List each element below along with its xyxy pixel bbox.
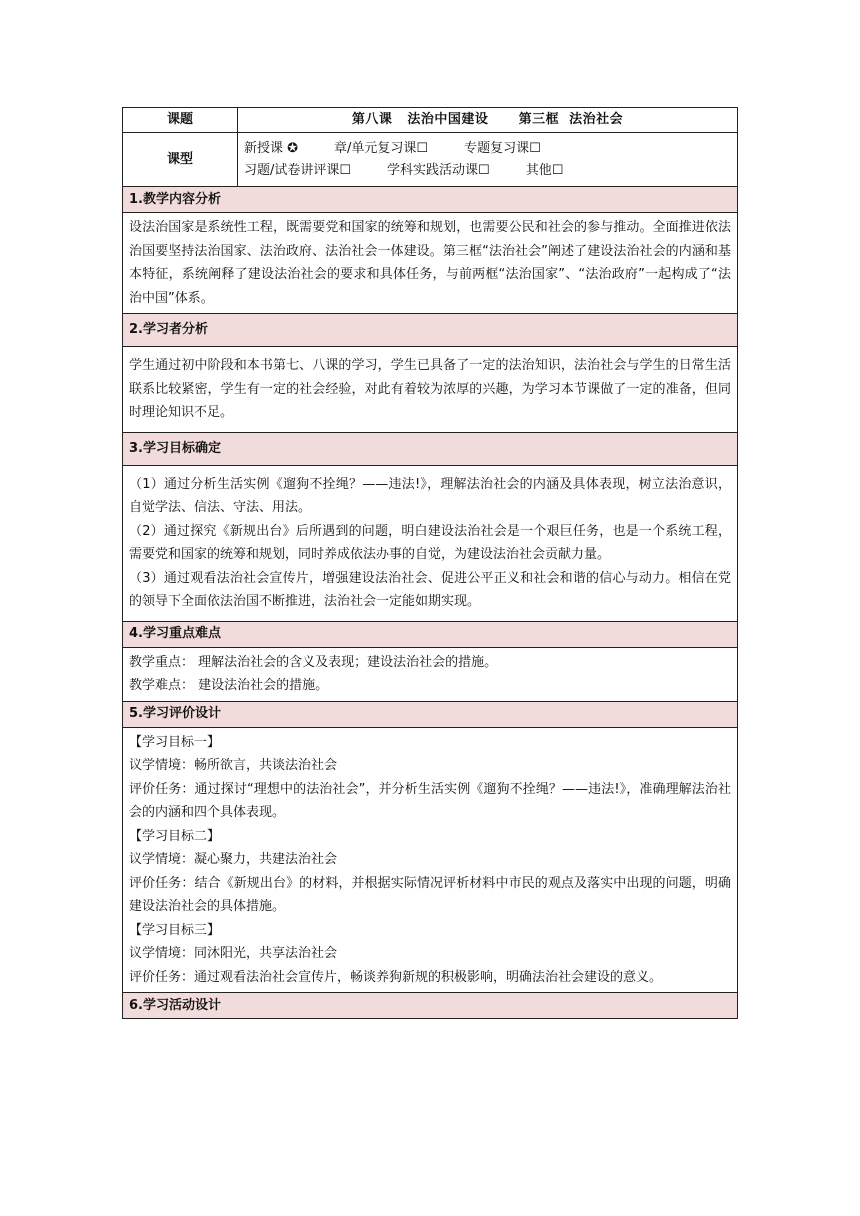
key-point-text: 教学重点： 理解法治社会的含义及表现；建设法治社会的措施。 bbox=[129, 654, 498, 670]
section-text-content: 设法治国家是系统性工程，既需要党和国家的统筹和规划，也需要公民和社会的参与推动。全面推进依法治国要坚持法治国家、法治政府、法治社会一体建设。第三框“法治社会”阐述了建设法治社会的内涵和基本特征，系统阐释了建设法治社会的要求和具体任务，与前两框“法治国家”、“法治政府”一起构成了“法治中国”体系。 bbox=[123, 213, 738, 314]
section-title-learner: 2.学习者分析 bbox=[123, 314, 738, 347]
focus-body bbox=[123, 647, 738, 701]
evaluation-body bbox=[123, 727, 738, 993]
section-text-learner: 学生通过初中阶段和本书第七、八课的学习，学生已具备了一定的法治知识，法治社会与学生的日常生活联系比较紧密，学生有一定的社会经验，对此有着较为浓厚的兴趣，为学习本节课做了一定的准备，但同时理论知识不足。 bbox=[123, 347, 738, 433]
section-title-content: 1.教学内容分析 bbox=[123, 187, 738, 213]
eval-line: 评价任务：结合《新规出台》的材料，并根据实际情况评析材料中市民的观点及落实中出现的问题，明确建设法治社会的具体措施。 bbox=[129, 875, 731, 914]
section-title-goals: 3.学习目标确定 bbox=[123, 432, 738, 465]
section-header-row bbox=[123, 993, 738, 1019]
section-title-evaluation: 5.学习评价设计 bbox=[123, 701, 738, 727]
eval-line: 【学习目标二】 bbox=[129, 828, 221, 844]
section-header-row bbox=[123, 701, 738, 727]
goal-item-1: （1）通过分析生活实例《遛狗不拴绳？——违法!》，理解法治社会的内涵及具体表现，树立法治意识，自觉学法、信法、守法、用法。 bbox=[129, 476, 731, 515]
eval-line: 评价任务：通过观看法治社会宣传片，畅谈养狗新规的积极影响，明确法治社会建设的意义。 bbox=[129, 969, 663, 985]
section-header-row bbox=[123, 314, 738, 347]
section-body-row bbox=[123, 647, 738, 701]
section-body-row bbox=[123, 213, 738, 314]
type-label: 课型 bbox=[123, 133, 238, 187]
section-header-row bbox=[123, 187, 738, 213]
goal-item-3: （3）通过观看法治社会宣传片，增强建设法治社会、促进公平正义和社会和谐的信心与动力。相信在党的领导下全面依法治国不断推进，法治社会一定能如期实现。 bbox=[129, 570, 731, 609]
lesson-plan-table bbox=[122, 107, 738, 1019]
type-options bbox=[238, 133, 738, 187]
eval-line: 评价任务：通过探讨“理想中的法治社会”，并分析生活实例《遛狗不拴绳？——违法!》，准确理解法治社会的内涵和四个具体表现。 bbox=[129, 781, 731, 820]
section-title-focus: 4.学习重点难点 bbox=[123, 621, 738, 647]
section-title-activity: 6.学习活动设计 bbox=[123, 993, 738, 1019]
topic-value: 第八课 法治中国建设 第三框 法治社会 bbox=[238, 108, 738, 133]
type-option-special: 专题复习课☐ bbox=[464, 140, 541, 156]
eval-line: 议学情境：畅所欲言，共谈法治社会 bbox=[129, 758, 338, 773]
type-option-new: 新授课 ✪ bbox=[244, 140, 299, 156]
section-body-row bbox=[123, 347, 738, 433]
section-header-row bbox=[123, 432, 738, 465]
section-body-row bbox=[123, 727, 738, 993]
topic-row bbox=[123, 108, 738, 133]
eval-line: 议学情境：凝心聚力，共建法治社会 bbox=[129, 852, 338, 867]
type-option-practice: 学科实践活动课☐ bbox=[387, 162, 490, 178]
difficulty-text: 教学难点： 建设法治社会的措施。 bbox=[129, 678, 329, 693]
eval-line: 议学情境：同沐阳光，共享法治社会 bbox=[129, 946, 338, 961]
eval-line: 【学习目标一】 bbox=[129, 734, 221, 750]
topic-label: 课题 bbox=[123, 108, 238, 133]
section-header-row bbox=[123, 621, 738, 647]
goal-item-2: （2）通过探究《新规出台》后所遇到的问题，明白建设法治社会是一个艰巨任务，也是一个系统工程，需要党和国家的统筹和规划，同时养成依法办事的自觉，为建设法治社会贡献力量。 bbox=[129, 523, 731, 562]
type-option-unit: 章/单元复习课☐ bbox=[334, 140, 429, 156]
type-option-other: 其他☐ bbox=[525, 162, 564, 178]
type-row bbox=[123, 133, 738, 187]
eval-line: 【学习目标三】 bbox=[129, 922, 221, 938]
type-option-exercise: 习题/试卷讲评课☐ bbox=[244, 162, 352, 178]
section-body-row bbox=[123, 465, 738, 621]
goals-body bbox=[123, 465, 738, 621]
